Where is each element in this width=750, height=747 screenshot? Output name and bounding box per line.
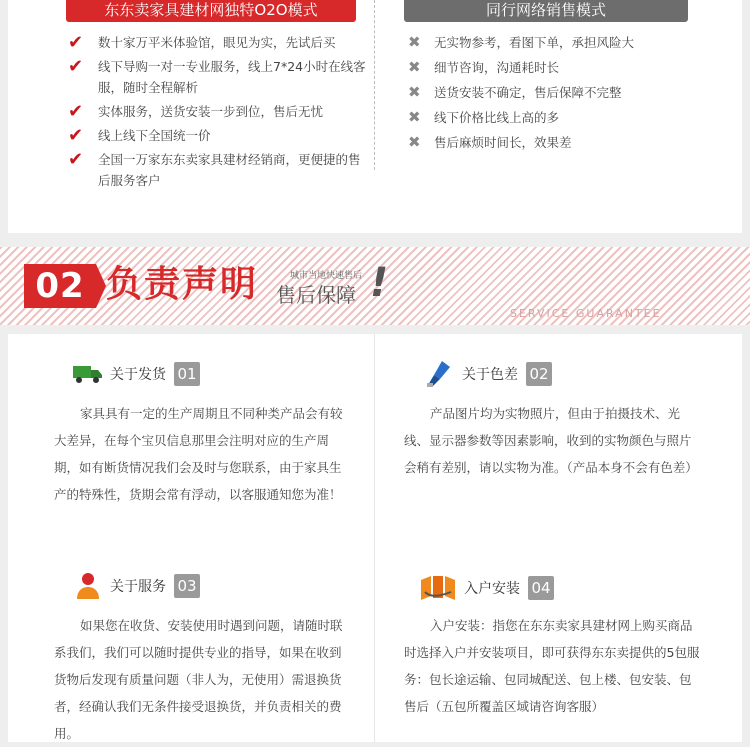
section-small-caption: 城市当地快速售后	[290, 271, 363, 281]
cross-icon: ✖	[408, 33, 421, 51]
list-item-text: 实体服务，送货安装一步到位，售后无忧	[98, 104, 324, 119]
list-item-text: 售后麻烦时间长，效果差	[434, 135, 572, 150]
list-item	[404, 132, 694, 153]
install-title: 入户安装	[464, 581, 520, 597]
list-item-text: 细节咨询，沟通耗时长	[434, 60, 560, 75]
service-title: 关于服务	[110, 579, 166, 595]
list-item-text: 送货安装不确定，售后保障不完整	[434, 85, 622, 100]
competitor-mode-banner: 同行网络销售模式	[404, 0, 688, 22]
cross-icon: ✖	[408, 108, 421, 126]
shipping-number-badge: 01	[174, 362, 200, 386]
section-title: 负责声明	[106, 264, 259, 305]
competitor-drawbacks-list	[404, 32, 694, 157]
list-item	[68, 125, 368, 146]
color-diff-header	[424, 360, 552, 388]
install-number-badge: 04	[528, 576, 554, 600]
list-item-text: 线上线下全国统一价	[98, 128, 211, 143]
panel-divider	[374, 334, 375, 742]
section-english-caption: SERVICE GUARANTEE	[510, 307, 662, 320]
cross-icon: ✖	[408, 83, 421, 101]
o2o-advantages-list	[68, 32, 368, 194]
list-item	[68, 32, 368, 53]
list-item	[68, 101, 368, 122]
install-text: 入户安装：指您在东东卖家具建材网上购买商品时选择入户并安装项目，即可获得东东卖提供的5包服务：包长途运输、包同城配送、包上楼、包安装、包售后（五包所覆盖区域请咨询客服）	[404, 618, 700, 714]
list-item	[68, 149, 368, 191]
list-item-text: 线下导购一对一专业服务，线上7*24小时在线客服，随时全程解析	[98, 59, 366, 95]
section-number-tag: 02	[24, 264, 96, 308]
install-header	[418, 574, 554, 602]
list-item-text: 无实物参考，看图下单，承担风险大	[434, 35, 635, 50]
list-item	[68, 56, 368, 98]
install-box-icon	[418, 574, 458, 602]
checkmark-icon: ✔	[68, 149, 84, 170]
checkmark-icon: ✔	[68, 32, 84, 53]
section-subtitle: 售后保障	[276, 283, 356, 307]
list-item	[404, 57, 694, 78]
list-item	[404, 82, 694, 103]
shipping-text: 家具具有一定的生产周期且不同种类产品会有较大差异，在每个宝贝信息那里会注明对应的生产周期，如有断货情况我们会及时与您联系，由于家具生产的特殊性，货期会常有浮动，以客服通知您为准！	[54, 406, 343, 502]
list-item	[404, 32, 694, 53]
paint-brush-icon	[424, 360, 456, 388]
column-divider	[374, 0, 375, 170]
cross-icon: ✖	[408, 133, 421, 151]
checkmark-icon: ✔	[68, 101, 84, 122]
list-item-text: 线下价格比线上高的多	[434, 110, 560, 125]
checkmark-icon: ✔	[68, 125, 84, 146]
service-person-icon	[72, 572, 104, 600]
list-item	[404, 107, 694, 128]
color-diff-number-badge: 02	[526, 362, 552, 386]
o2o-mode-banner: 东东卖家具建材网独特O2O模式	[66, 0, 356, 22]
list-item-text: 数十家万平米体验馆，眼见为实，先试后买	[98, 35, 336, 50]
exclamation-mark: !	[370, 260, 389, 306]
truck-icon	[72, 360, 104, 388]
shipping-title: 关于发货	[110, 367, 166, 383]
color-diff-text: 产品图片均为实物照片，但由于拍摄技术、光线、显示器参数等因素影响，收到的实物颜色与照片会稍有差别，请以实物为准。（产品本身不会有色差）	[404, 406, 698, 475]
color-diff-title: 关于色差	[462, 367, 518, 383]
list-item-text: 全国一万家东东卖家具建材经销商，更便捷的售后服务客户	[98, 152, 361, 188]
service-header	[72, 572, 200, 600]
checkmark-icon: ✔	[68, 56, 84, 77]
shipping-header	[72, 360, 200, 388]
cross-icon: ✖	[408, 58, 421, 76]
service-number-badge: 03	[174, 574, 200, 598]
service-text: 如果您在收货、安装使用时遇到问题，请随时联系我们，我们可以随时提供专业的指导，如果在收到货物后发现有质量问题（非人为，无使用）需退换货者，经确认我们无条件接受退换货，并负责相关的费用。	[54, 618, 343, 741]
